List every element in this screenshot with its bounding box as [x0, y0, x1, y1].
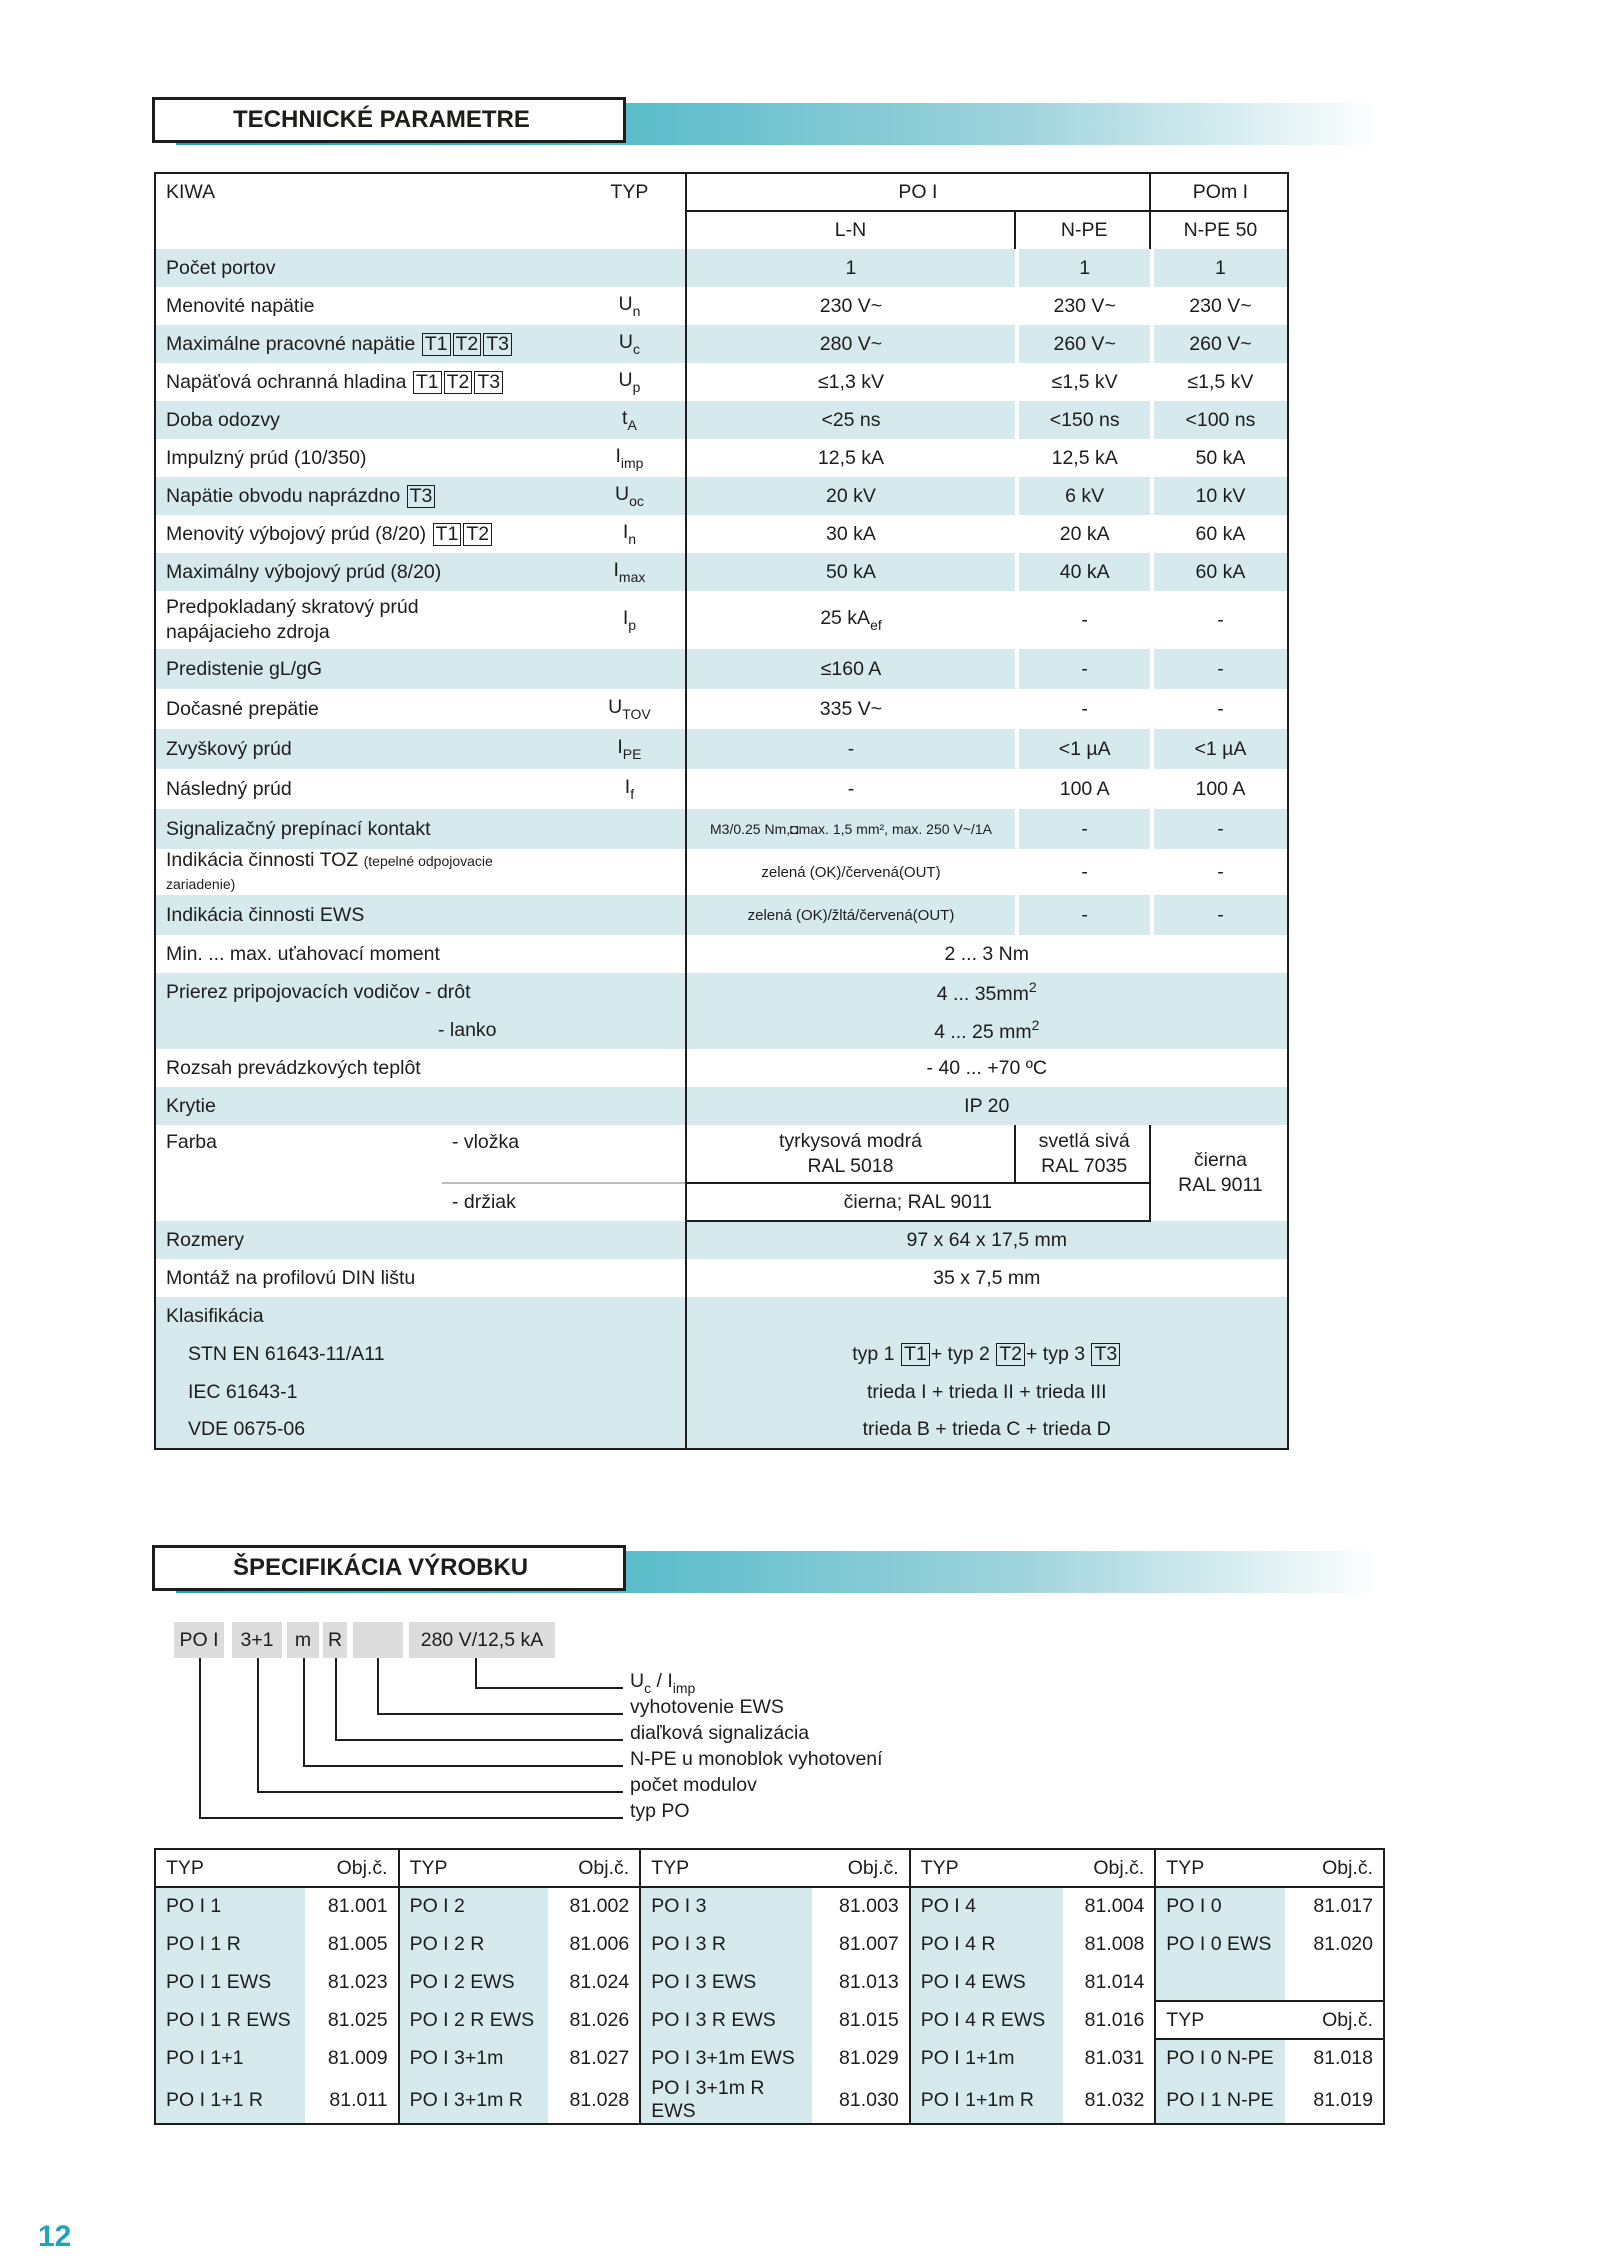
spec-label-ews: vyhotovenie EWS	[630, 1696, 784, 1718]
value-n-pe: 12,5 kA	[1051, 446, 1118, 469]
param-symbol: $I_p$	[622, 607, 637, 633]
value-n-pe-50: <1 µA	[1154, 729, 1288, 769]
value-l-n: -	[686, 729, 1016, 769]
order-number: 81.027	[548, 2039, 640, 2077]
tech-row	[155, 401, 1288, 439]
spec-label-modules: počet modulov	[630, 1774, 757, 1796]
tech-row	[155, 515, 1288, 553]
order-number: 81.009	[305, 2039, 399, 2077]
value-n-pe-50: -	[1154, 809, 1288, 849]
param-label: Indikácia činnosti EWS	[155, 895, 574, 935]
order-row	[155, 2039, 1384, 2077]
order-row	[155, 1925, 1384, 1963]
value-n-pe: -	[1081, 608, 1088, 631]
value-l-n: 50 kA	[686, 553, 1016, 591]
spec-label-npe: N-PE u monoblok vyhotovení	[630, 1748, 883, 1770]
order-type: PO I 0	[1155, 1887, 1285, 1925]
order-type: PO I 3+1m EWS	[640, 2039, 812, 2077]
value-n-pe: <150 ns	[1019, 401, 1150, 439]
value-n-pe: -	[1019, 649, 1150, 689]
order-type: PO I 3+1m	[399, 2039, 549, 2077]
order-type: PO I 1 EWS	[155, 1963, 305, 2001]
value-n-pe-50: -	[1154, 895, 1288, 935]
order-type: PO I 2 R	[399, 1925, 549, 1963]
header-n-pe: N-PE	[1060, 219, 1108, 241]
order-type: PO I 3 R	[640, 1925, 812, 1963]
order-type: PO I 1+1m	[910, 2039, 1064, 2077]
code-ews	[353, 1622, 403, 1658]
value-l-n: 25 $kA_{ef}$	[686, 591, 1016, 649]
value-n-pe: 1	[1019, 249, 1150, 287]
tech-row	[155, 849, 1288, 895]
param-label: Menovité napätie	[155, 287, 574, 325]
order-type: PO I 1 R EWS	[155, 2001, 305, 2039]
tech-row	[155, 729, 1288, 769]
value-n-pe-50: -	[1154, 689, 1288, 729]
value-n-pe: 40 kA	[1019, 553, 1150, 591]
class-badge: T1	[433, 523, 462, 546]
param-label: Maximálny výbojový prúd (8/20)	[155, 553, 574, 591]
value-n-pe: 100 A	[1059, 777, 1110, 800]
param-label: Zvyškový prúd	[155, 729, 574, 769]
param-label: Doba odozvy	[155, 401, 574, 439]
section-header-specification	[152, 1545, 1382, 1593]
order-number: 81.031	[1063, 2039, 1155, 2077]
class-badge: T1	[422, 333, 451, 356]
order-type: PO I 3+1m R	[399, 2077, 549, 2124]
order-type: PO I 3	[640, 1887, 812, 1925]
tech-row	[155, 809, 1288, 849]
order-number: 81.019	[1285, 2077, 1384, 2124]
value-n-pe-50: -	[1154, 591, 1288, 649]
header-pom-i: POm I	[1154, 173, 1288, 211]
code-m: m	[287, 1622, 319, 1658]
tech-row	[155, 363, 1288, 401]
order-number: 81.020	[1285, 1925, 1384, 1963]
param-symbol: $U_p$	[618, 369, 641, 395]
param-label: Menovitý výbojový prúd (8/20) T1 T2	[155, 515, 574, 553]
param-label: Predistenie gL/gG	[155, 649, 574, 689]
value-n-pe-50: -	[1154, 649, 1288, 689]
farba-pom-value: čierna RAL 9011	[1154, 1125, 1288, 1221]
code-voltage: 280 V/12,5 kA	[409, 1622, 555, 1658]
class-badge: T2	[444, 371, 473, 394]
tech-row	[155, 553, 1288, 591]
class-badge: T1	[413, 371, 442, 394]
order-number: 81.015	[812, 2001, 910, 2039]
order-number: 81.028	[548, 2077, 640, 2124]
value-n-pe-50: 230 V~	[1154, 287, 1288, 325]
spec-label-type: typ PO	[630, 1800, 690, 1822]
value-l-n: 230 V~	[686, 287, 1016, 325]
value-n-pe-50: 1	[1154, 249, 1288, 287]
order-type	[1155, 1963, 1285, 2001]
order-row	[155, 2077, 1384, 2124]
param-label: Napäťová ochranná hladina T1 T2 T3	[155, 363, 574, 401]
order-type: PO I 1 R	[155, 1925, 305, 1963]
class-badge: T3	[407, 485, 436, 508]
value-l-n: <25 ns	[686, 401, 1016, 439]
param-symbol	[574, 849, 685, 895]
header-kiwa: KIWA	[155, 173, 574, 211]
tech-row	[155, 591, 1288, 649]
section-title-specification: ŠPECIFIKÁCIA VÝROBKU	[152, 1545, 626, 1591]
code-moduly: 3+1	[232, 1622, 282, 1658]
order-number: 81.013	[812, 1963, 910, 2001]
technical-parameters-table	[154, 172, 1289, 1450]
param-symbol: $U_n$	[618, 293, 641, 319]
tech-row	[155, 439, 1288, 477]
order-number: 81.018	[1285, 2039, 1384, 2077]
value-l-n: zelená (OK)/žltá/červená(OUT)	[686, 895, 1016, 935]
row-moment: Min. ... max. uťahovací moment 2 ... 3 Nm	[155, 935, 1288, 973]
row-temp: Rozsah prevádzkových teplôt - 40 ... +70 ºC	[155, 1049, 1288, 1087]
order-row	[155, 2001, 1384, 2039]
order-type: PO I 4 EWS	[910, 1963, 1064, 2001]
value-l-n: 20 kV	[686, 477, 1016, 515]
order-type: PO I 4	[910, 1887, 1064, 1925]
order-number: 81.026	[548, 2001, 640, 2039]
row-rozmery: Rozmery 97 x 64 x 17,5 mm	[155, 1221, 1288, 1259]
order-type: PO I 3+1m R EWS	[640, 2077, 812, 2124]
param-label: Signalizačný prepínací kontakt	[155, 809, 574, 849]
param-symbol: $U_c$	[574, 325, 685, 363]
row-vde: VDE 0675-06 trieda B + trieda C + trieda D	[155, 1411, 1288, 1449]
value-n-pe-50: 50 kA	[1154, 439, 1288, 477]
value-n-pe: ≤1,5 kV	[1051, 370, 1118, 393]
value-l-n: 335 V~	[686, 689, 1016, 729]
order-header-row: TYP Obj.č. TYP Obj.č. TYP Obj.č. TYP Obj.č. TYP Obj.č.	[155, 1849, 1384, 1887]
param-symbol: $U_{oc}$	[574, 477, 685, 515]
row-prierez-drot: Prierez pripojovacích vodičov - drôt 4 ... $35mm^2$	[155, 973, 1288, 1011]
value-n-pe: 20 kA	[1059, 522, 1110, 545]
order-number: 81.001	[305, 1887, 399, 1925]
param-label: Indikácia činnosti TOZ (tepelné odpojovacie zariadenie)	[155, 849, 574, 895]
tech-row	[155, 287, 1288, 325]
order-type: PO I 3 R EWS	[640, 2001, 812, 2039]
tech-row	[155, 769, 1288, 809]
code-r: R	[323, 1622, 347, 1658]
param-symbol: $I_{imp}$	[615, 445, 644, 471]
order-number: 81.014	[1063, 1963, 1155, 2001]
param-symbol	[574, 249, 685, 287]
order-number: 81.007	[812, 1925, 910, 1963]
header-l-n: L-N	[686, 211, 1016, 249]
order-type: PO I 1+1m R	[910, 2077, 1064, 2124]
value-n-pe-50: 60 kA	[1154, 515, 1288, 553]
param-symbol: $U_{TOV}$	[608, 696, 651, 722]
param-symbol: $I_{PE}$	[574, 729, 685, 769]
row-prierez-lanko: - lanko 4 ... 25 $mm^2$	[155, 1011, 1288, 1049]
order-type: PO I 4 R	[910, 1925, 1064, 1963]
value-n-pe-50: -	[1154, 849, 1288, 895]
value-n-pe-50: 10 kV	[1154, 477, 1288, 515]
value-n-pe: 6 kV	[1019, 477, 1150, 515]
order-type: PO I 1+1	[155, 2039, 305, 2077]
param-symbol	[574, 649, 685, 689]
class-badge: T2	[453, 333, 482, 356]
row-klasifikacia: Klasifikácia	[155, 1297, 1288, 1335]
order-number: 81.003	[812, 1887, 910, 1925]
order-number: 81.023	[305, 1963, 399, 2001]
section-title-technical: TECHNICKÉ PARAMETRE	[152, 97, 626, 143]
row-farba-vlozka: Farba - vložka tyrkysová modrá RAL 5018 svetlá sivá RAL 7035 čierna RAL 9011	[155, 1125, 1288, 1183]
order-number: 81.002	[548, 1887, 640, 1925]
order-type: PO I 1+1 R	[155, 2077, 305, 2124]
value-l-n: zelená (OK)/červená(OUT)	[686, 849, 1016, 895]
order-number: 81.032	[1063, 2077, 1155, 2124]
value-l-n: ≤160 A	[686, 649, 1016, 689]
param-label: Následný prúd	[155, 769, 574, 809]
tech-row	[155, 689, 1288, 729]
param-symbol: $I_f$	[624, 776, 635, 802]
order-type: PO I 4 R EWS	[910, 2001, 1064, 2039]
tech-row	[155, 649, 1288, 689]
order-type: PO I 2 EWS	[399, 1963, 549, 2001]
tech-row	[155, 477, 1288, 515]
order-number: 81.030	[812, 2077, 910, 2124]
order-number: Obj.č.	[1285, 2001, 1384, 2039]
value-n-pe-50: 100 A	[1154, 769, 1288, 809]
param-symbol: $I_n$	[622, 521, 637, 547]
order-number: 81.016	[1063, 2001, 1155, 2039]
order-number	[1285, 1963, 1384, 2001]
order-number: 81.017	[1285, 1887, 1384, 1925]
param-symbol: $I_{max}$	[574, 553, 685, 591]
param-symbol: $t_A$	[574, 401, 685, 439]
order-type: PO I 2	[399, 1887, 549, 1925]
order-codes-table	[154, 1848, 1385, 2125]
value-n-pe-50: 60 kA	[1154, 553, 1288, 591]
order-number: 81.025	[305, 2001, 399, 2039]
header-typ: TYP	[574, 173, 685, 211]
value-l-n: -	[686, 769, 1016, 809]
order-type: PO I 0 N-PE	[1155, 2039, 1285, 2077]
value-l-n: ≤1,3 kV	[686, 363, 1016, 401]
value-n-pe: -	[1081, 860, 1088, 883]
param-label: Počet portov	[155, 249, 574, 287]
value-n-pe: -	[1019, 809, 1150, 849]
param-label: Predpokladaný skratový prúd napájacieho zdroja	[155, 591, 574, 649]
spec-label-uc-iimp: $U_c / I_{imp}$	[630, 1670, 696, 1696]
param-label: Dočasné prepätie	[155, 689, 574, 729]
param-label: Impulzný prúd (10/350)	[155, 439, 574, 477]
class-badge: T3	[474, 371, 503, 394]
order-type: PO I 1	[155, 1887, 305, 1925]
order-number: 81.006	[548, 1925, 640, 1963]
value-n-pe: <1 µA	[1019, 729, 1150, 769]
order-type: PO I 1 N-PE	[1155, 2077, 1285, 2124]
order-type: PO I 2 R EWS	[399, 2001, 549, 2039]
value-n-pe-50: ≤1,5 kV	[1154, 363, 1288, 401]
value-n-pe-50: 260 V~	[1154, 325, 1288, 363]
order-number: 81.008	[1063, 1925, 1155, 1963]
order-number: 81.005	[305, 1925, 399, 1963]
value-l-n: 280 V~	[686, 325, 1016, 363]
order-number: 81.024	[548, 1963, 640, 2001]
param-symbol	[574, 895, 685, 935]
order-row	[155, 1887, 1384, 1925]
row-stn: STN EN 61643-11/A11 typ 1 T1 + typ 2 T2 + typ 3 T3	[155, 1335, 1288, 1373]
value-n-pe: 230 V~	[1053, 294, 1116, 317]
order-number: 81.011	[305, 2077, 399, 2124]
value-n-pe-50: <100 ns	[1154, 401, 1288, 439]
value-n-pe: -	[1081, 697, 1088, 720]
order-number: 81.029	[812, 2039, 910, 2077]
value-l-n: 12,5 kA	[686, 439, 1016, 477]
value-n-pe: -	[1019, 895, 1150, 935]
value-n-pe: 260 V~	[1019, 325, 1150, 363]
header-po-i: PO I	[686, 173, 1151, 211]
spec-label-signal: diaľková signalizácia	[630, 1722, 810, 1744]
order-row	[155, 1963, 1384, 2001]
tech-row	[155, 895, 1288, 935]
value-l-n: 30 kA	[686, 515, 1016, 553]
code-po-i: PO I	[174, 1622, 224, 1658]
class-badge: T2	[463, 523, 492, 546]
row-farba-drziak: - držiak čierna; RAL 9011	[155, 1183, 1288, 1221]
row-krytie: Krytie IP 20	[155, 1087, 1288, 1125]
tech-row	[155, 325, 1288, 363]
page-number: 12	[38, 2220, 72, 2253]
param-symbol	[574, 809, 685, 849]
header-n-pe-50: N-PE 50	[1154, 211, 1288, 249]
row-iec: IEC 61643-1 trieda I + trieda II + trieda III	[155, 1373, 1288, 1411]
param-label: Napätie obvodu naprázdno T3	[155, 477, 574, 515]
value-l-n: M3/0.25 Nm,◘max. 1,5 mm², max. 250 V~/1A	[686, 809, 1016, 849]
row-montaz: Montáž na profilovú DIN lištu 35 x 7,5 mm	[155, 1259, 1288, 1297]
param-label: Maximálne pracovné napätie T1 T2 T3	[155, 325, 574, 363]
class-badge: T3	[483, 333, 512, 356]
section-header-technical	[152, 97, 1382, 145]
order-type: PO I 3 EWS	[640, 1963, 812, 2001]
order-type: PO I 0 EWS	[1155, 1925, 1285, 1963]
tech-row	[155, 249, 1288, 287]
order-type: TYP	[1155, 2001, 1285, 2039]
value-l-n: 1	[686, 249, 1016, 287]
order-number: 81.004	[1063, 1887, 1155, 1925]
